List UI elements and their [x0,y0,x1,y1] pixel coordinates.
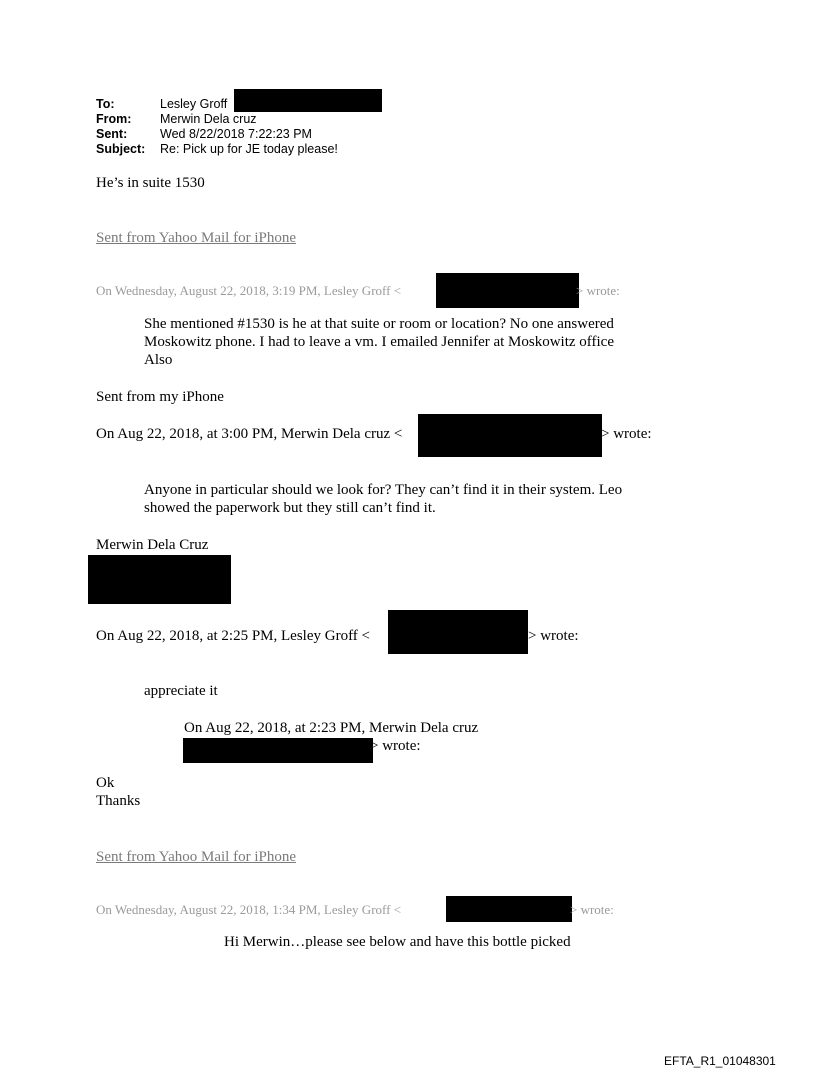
subject-value: Re: Pick up for JE today please! [160,142,338,156]
subject-label: Subject: [96,142,146,156]
quote5-header: On Wednesday, August 22, 2018, 1:34 PM, Lesley Groff < [96,902,402,917]
quote1-header: On Wednesday, August 22, 2018, 3:19 PM, Lesley Groff < [96,283,402,298]
to-label: To: [96,97,115,111]
redaction-signature-block [88,555,231,604]
redaction-quote1-email [436,273,579,308]
quote2-header: On Aug 22, 2018, at 3:00 PM, Merwin Dela cruz < [96,426,403,442]
quote4-header: On Aug 22, 2018, at 2:23 PM, Merwin Dela cruz [184,720,479,736]
quote2-wrote: > wrote: [601,426,652,442]
quote3-header: On Aug 22, 2018, at 2:25 PM, Lesley Groff < [96,628,370,644]
quote3-text: appreciate it [144,683,218,699]
yahoo-signature-link-2[interactable]: Sent from Yahoo Mail for iPhone [96,849,296,865]
redaction-quote3-email [388,610,528,654]
redaction-quote4-email [183,738,373,763]
quote5-text: Hi Merwin…please see below and have this bottle picked [224,934,571,950]
sent-from-iphone: Sent from my iPhone [96,389,224,405]
to-value: Lesley Groff [160,97,228,111]
redaction-quote5-email [446,896,572,922]
yahoo-signature-link-1[interactable]: Sent from Yahoo Mail for iPhone [96,230,296,246]
quote1-wrote: > wrote: [576,283,620,298]
from-value: Merwin Dela cruz [160,112,257,126]
quote2-text-2: showed the paperwork but they still can’t find it. [144,500,436,516]
body-line-suite: He’s in suite 1530 [96,175,205,191]
redaction-to-email [234,89,382,112]
from-label: From: [96,112,132,126]
sent-value: Wed 8/22/2018 7:22:23 PM [160,127,312,141]
quote4-wrote: > wrote: [370,738,421,754]
quote1-text-2: Moskowitz phone. I had to leave a vm. I emailed Jennifer at Moskowitz office [144,334,615,350]
sent-label: Sent: [96,127,128,141]
document-id: EFTA_R1_01048301 [664,1054,776,1068]
quote1-text-3: Also [144,352,173,368]
quote5-wrote: > wrote: [570,902,614,917]
quote3-wrote: > wrote: [528,628,579,644]
merwin-signature: Merwin Dela Cruz [96,537,209,553]
reply-thanks: Thanks [96,793,141,809]
quote2-text-1: Anyone in particular should we look for? They can’t find it in their system. Leo [144,482,623,498]
quote1-text-1: She mentioned #1530 is he at that suite or room or location? No one answered [144,316,614,332]
redaction-quote2-email [418,414,602,457]
reply-ok: Ok [96,775,115,791]
